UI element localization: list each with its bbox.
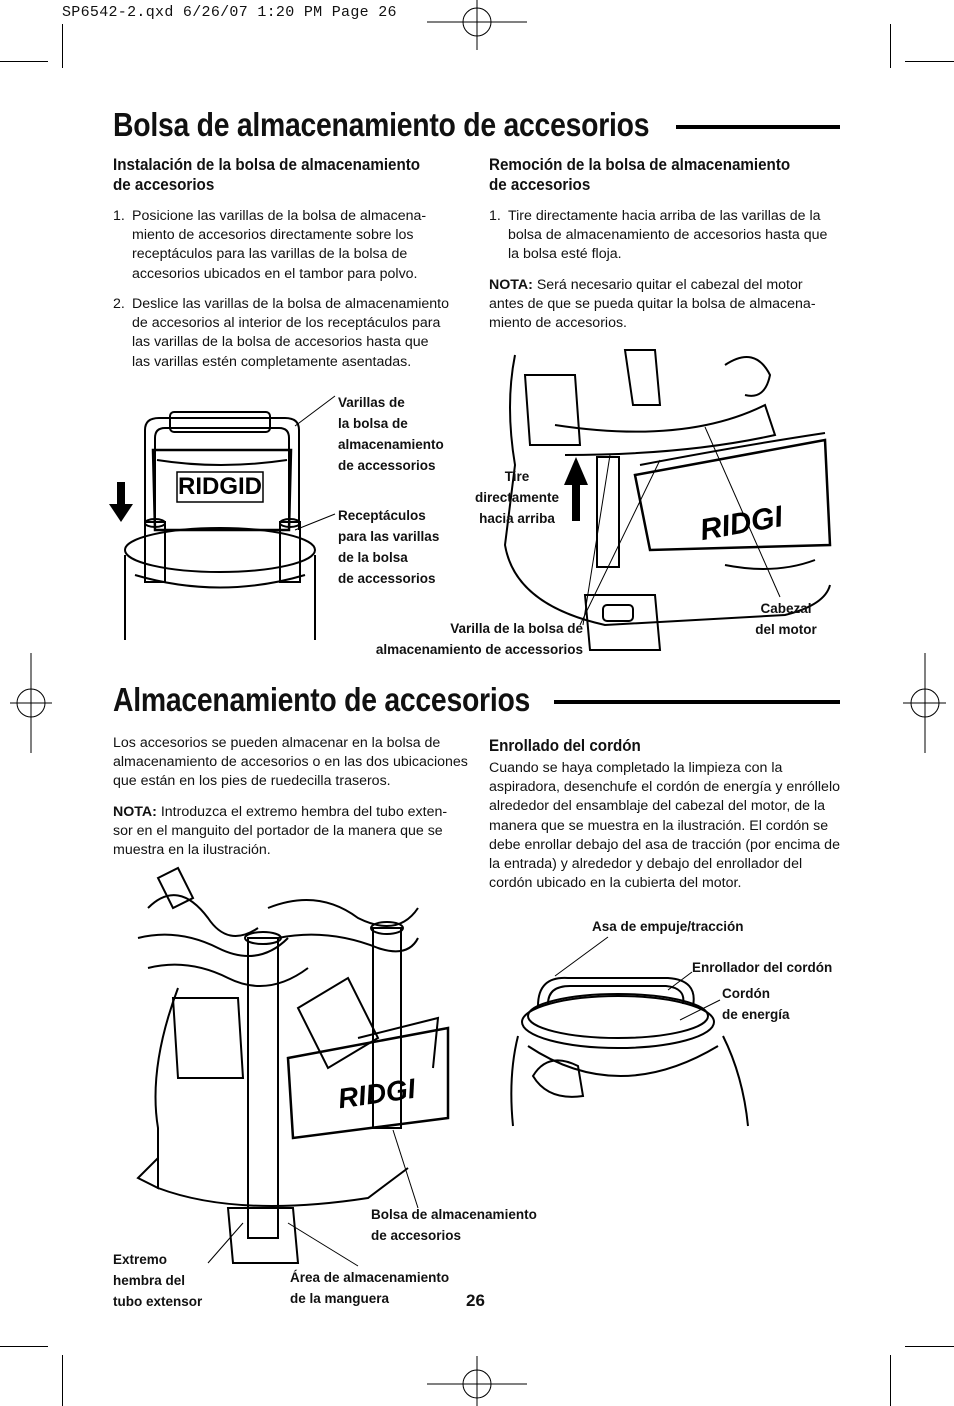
label-motor-head: Cabezal del motor: [755, 601, 817, 637]
brand-logo: RIDGI: [336, 1072, 418, 1115]
storage-intro: Los accesorios se pueden almacenar en la bolsa de almacenamiento de accesorios o en las dos ubicaciones que están en los pies de ruedecilla traseros.: [113, 735, 468, 790]
removal-heading: Remoción de la bolsa de almacenamiento de accesorios: [489, 156, 791, 194]
label-receptacles: Receptáculos para las varillas de la bolsa de accessorios: [338, 508, 440, 586]
label-cord-winder: Enrollador del cordón: [692, 960, 833, 975]
label-storage-bag: Bolsa de almacenamiento de accesorios: [371, 1207, 537, 1243]
label-rods: Varillas de la bolsa de almacenamiento de accessorios: [338, 395, 444, 473]
page-number: 26: [466, 1291, 485, 1310]
file-slug: SP6542-2.qxd 6/26/07 1:20 PM Page 26: [62, 4, 397, 21]
label-power-cord: Cordón de energía: [722, 986, 790, 1022]
install-heading: Instalación de la bolsa de almacenamiento de accesorios: [113, 156, 421, 194]
brand-logo: RIDGID: [178, 473, 262, 500]
cord-heading: Enrollado del cordón: [489, 737, 641, 755]
section2-title: Almacenamiento de accesorios: [113, 681, 531, 718]
label-pull-up: Tire directamente hacia arriba: [474, 469, 560, 526]
brand-logo: RIDGI: [697, 500, 786, 548]
label-push-pull-handle: Asa de empuje/tracción: [592, 919, 744, 934]
storage-note: NOTA: Introduzca el extremo hembra del tubo exten- sor en el manguito del portador de la manera que se muestra en la ilustración.: [113, 804, 448, 859]
removal-note: NOTA: Será necesario quitar el cabezal del motor antes de que se pueda quitar la bolsa de almacena- miento de accesorios.: [489, 277, 816, 332]
cord-instructions: Cuando se haya completado la limpieza con la aspiradora, desenchufe el cordón de energía y enróllelo alrededor del ensamblaje del cabezal del motor, de la manera que se muestra en la ilustración. El cordón se debe enrollar debajo del asa de tracción (por encima de la entrada) y alrededor y debajo del enrollador del cordón ubicado en la cubierta del motor.: [489, 760, 840, 892]
label-bag-rod: Varilla de la bolsa de almacenamiento de accessorios: [375, 621, 583, 657]
label-hose-storage: Área de almacenamiento de la manguera: [290, 1270, 450, 1306]
section1-title: Bolsa de almacenamiento de accesorios: [113, 106, 650, 143]
label-female-end: Extremo hembra del tubo extensor: [113, 1252, 203, 1309]
